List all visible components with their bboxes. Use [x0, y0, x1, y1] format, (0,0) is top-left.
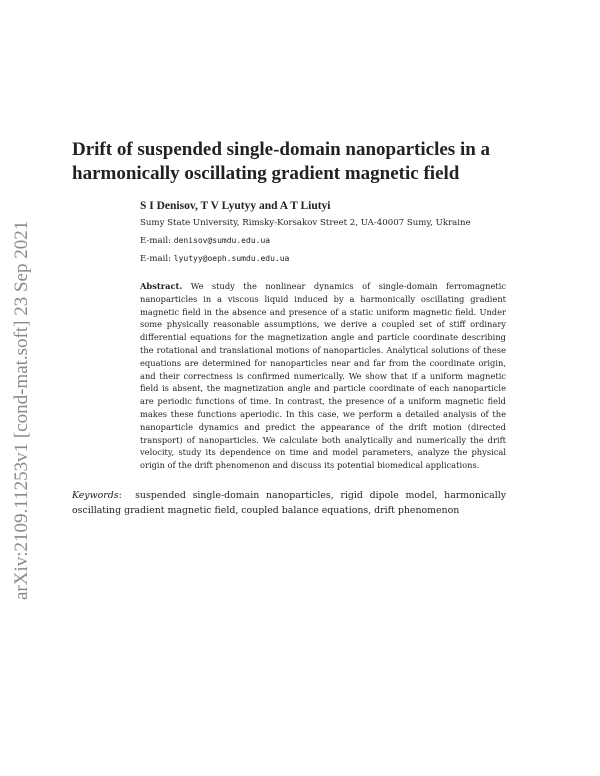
abstract-text: We study the nonlinear dynamics of single-domain ferromagnetic nanoparticles in a viscous liquid induced by a harmonically oscillating gradient magnetic field in the absence and presence of a static uniform magnetic field. Under some physically reasonable assumptions, we derive a coupled set of stiff ordinary differential equations for the magnetization angle and particle coordinate describing the rotational and translational motions of nanoparticles. Analytical solutions of these equations are determined for nanoparticles near and far from the coordinate origin, and their correctness is confirmed numerically. We show that if a uniform magnetic field is absent, the magnetization angle and particle coordinate of each nanoparticle are periodic functions of time. In contrast, the presence of a uniform magnetic field makes these functions aperiodic. In this case, we perform a detailed analysis of the nanoparticle dynamics and predict the appearance of the drift motion (directed transport) of nanoparticles. We calculate both analytically and numerically the drift velocity, study its dependence on time and model parameters, analyze the physical origin of the drift phenomenon and discuss its potential biomedical applications.	[140, 281, 507, 471]
email-label: E-mail:	[140, 236, 172, 246]
author-list: S I Denisov, T V Lyutyy and A T Liutyi	[140, 200, 331, 212]
keywords: Keywords: suspended single-domain nanoparticles, rigid dipole model, harmonically oscillating gradient magnetic field, coupled balance equations, drift phenomenon	[72, 490, 506, 516]
abstract	[140, 280, 506, 472]
paper-title: Drift of suspended single-domain nanoparticles in a harmonically oscillating gradient magnetic field	[72, 139, 491, 184]
arxiv-identifier: arXiv:2109.11253v1 [cond-mat.soft] 23 Sep 2021	[11, 220, 32, 600]
email-address[interactable]: denisov@sumdu.edu.ua	[173, 236, 271, 245]
abstract-label: Abstract.	[140, 281, 183, 291]
email-line	[140, 254, 289, 264]
keywords-label: Keywords	[72, 490, 119, 501]
email-address[interactable]: lyutyy@oeph.sumdu.edu.ua	[173, 254, 290, 263]
email-line	[140, 236, 270, 246]
email-label: E-mail:	[140, 254, 172, 264]
affiliation: Sumy State University, Rimsky-Korsakov Street 2, UA-40007 Sumy, Ukraine	[140, 218, 471, 228]
keywords-text: suspended single-domain nanoparticles, rigid dipole model, harmonically oscillating gradient magnetic field, coupled balance equations, drift phenomenon	[72, 490, 506, 516]
